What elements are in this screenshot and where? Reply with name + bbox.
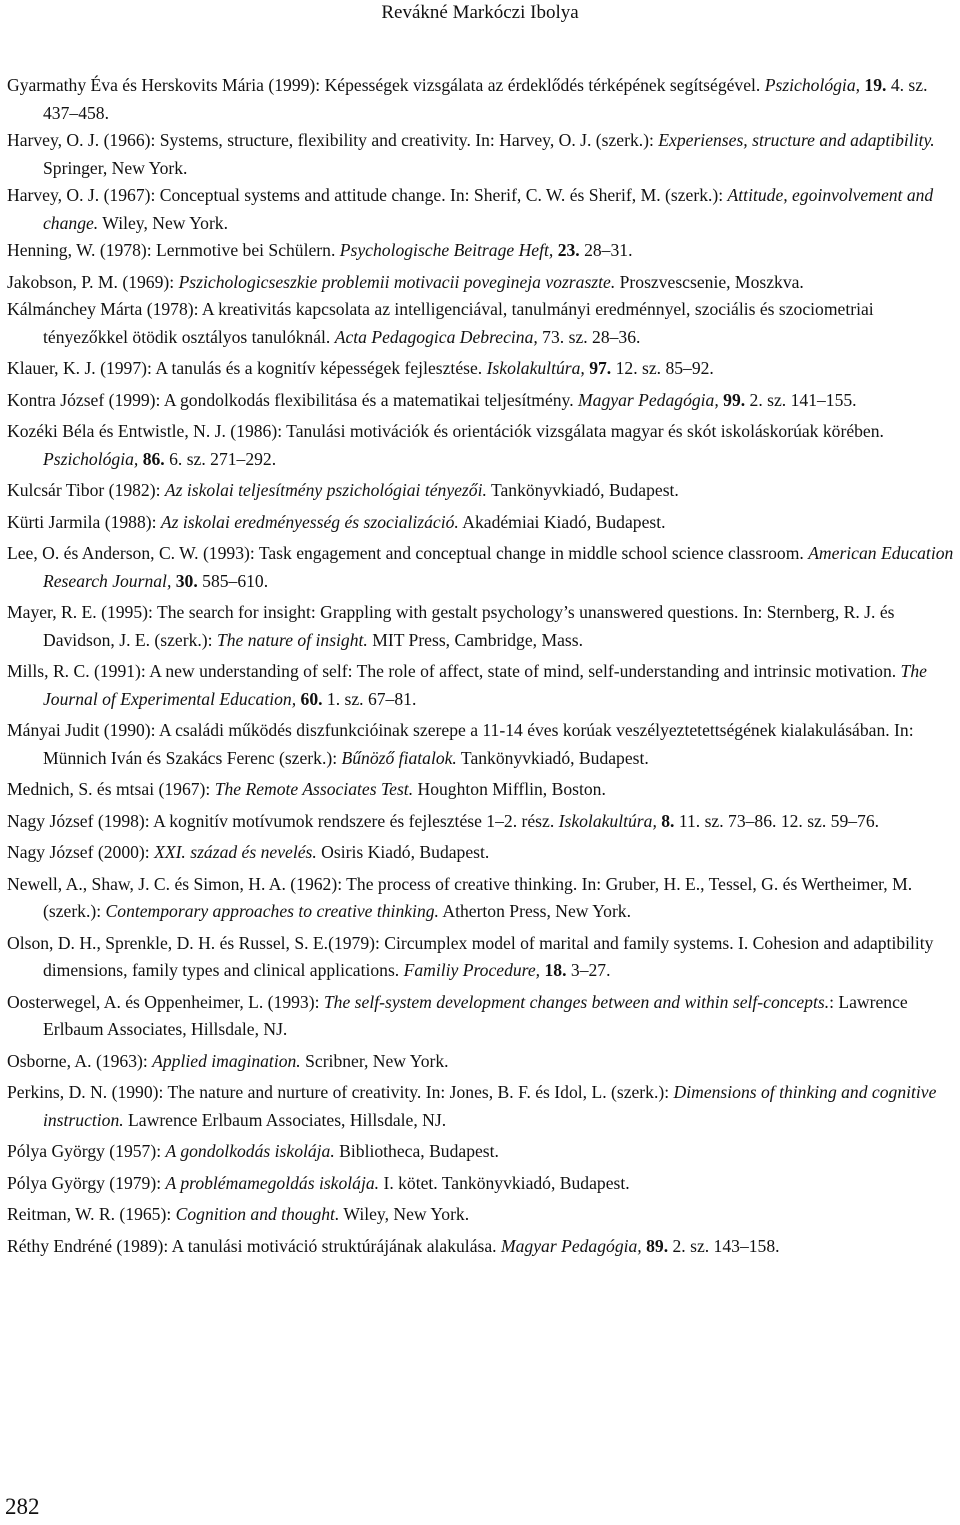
reference-text: Tankönyvkiadó, Budapest. — [456, 747, 649, 768]
reference-entry — [7, 1138, 955, 1166]
reference-entry — [7, 387, 955, 415]
reference-title: Cognition and thought. — [175, 1204, 340, 1224]
reference-text: Proszvescsenie, Moszkva. — [615, 271, 804, 292]
reference-text: Kálmánchey Márta (1978): A kreativitás kapcsolata az intelligenciával, tanulmányi eredménnyel, szociális és szociometriai tényezőkkel ötödik osztályos tanulóknál. — [7, 299, 874, 347]
reference-text: Perkins, D. N. (1990): The nature and nurture of creativity. In: Jones, B. F. és Idol, L. (szerk.): — [7, 1082, 674, 1102]
reference-text: Scribner, New York. — [300, 1050, 449, 1071]
reference-entry — [7, 1233, 955, 1261]
reference-entry — [7, 717, 955, 772]
reference-text: Olson, D. H., Sprenkle, D. H. és Russel, S. E.(1979): Circumplex model of marital and family systems. I. Cohesion and adaptibility dimensions, family types and clinical applications. — [7, 932, 934, 980]
reference-title: Experienses, structure and adaptibility. — [658, 130, 935, 150]
reference-entry — [7, 540, 955, 595]
reference-entry — [7, 839, 955, 867]
reference-text: Houghton Mifflin, Boston. — [413, 779, 606, 799]
reference-text: 28–31. — [579, 240, 633, 260]
reference-text: 3–27. — [566, 960, 611, 980]
page-number: 282 — [5, 1494, 40, 1519]
reference-title: Magyar Pedagógia, — [500, 1235, 642, 1256]
reference-entry — [7, 1079, 955, 1134]
reference-volume: 30. — [175, 570, 198, 591]
reference-title: The Journal of Experimental Education, — [43, 661, 927, 709]
reference-title: Attitude, egoinvolvement and change. — [43, 185, 934, 233]
reference-text: Pólya György (1979): — [7, 1172, 166, 1193]
reference-text: Springer, New York. — [43, 157, 188, 178]
reference-title: American Education Research Journal, — [43, 543, 954, 591]
reference-text: Harvey, O. J. (1966): Systems, structure, flexibility and creativity. In: Harvey, O. J. (szerk.): — [7, 130, 659, 150]
reference-text: 2. sz. 143–158. — [668, 1235, 780, 1256]
reference-title: A gondolkodás iskolája. — [165, 1141, 335, 1161]
reference-entry — [7, 989, 955, 1044]
reference-entry — [7, 127, 955, 182]
reference-text: Osiris Kiadó, Budapest. — [316, 842, 490, 862]
reference-text: Kulcsár Tibor (1982): — [7, 480, 165, 500]
reference-title: Az iskolai eredményesség és szocializáció. — [160, 511, 459, 532]
reference-text: Lawrence Erlbaum Associates, Hillsdale, NJ. — [123, 1109, 447, 1130]
reference-text: Oosterwegel, A. és Oppenheimer, L. (1993): — [7, 991, 324, 1012]
reference-title: Az iskolai teljesítmény pszichológiai tényezői. — [164, 480, 487, 500]
reference-text: 4. sz. 437–458. — [43, 75, 928, 123]
reference-volume: 60. — [300, 688, 323, 709]
reference-text: Wiley, New York. — [339, 1204, 470, 1224]
reference-entry — [7, 296, 955, 351]
reference-volume: 18. — [544, 960, 567, 980]
reference-entry — [7, 808, 955, 836]
reference-text: Mills, R. C. (1991): A new understanding of self: The role of affect, state of mind, self-understanding and intrinsic motivation. — [7, 661, 901, 681]
reference-text: 2. sz. 141–155. — [745, 389, 857, 410]
reference-text: Mayer, R. E. (1995): The search for insight: Grappling with gestalt psychology’s unanswered questions. In: Sternberg, R. J. és Davidson, J. E. (szerk.): — [7, 602, 895, 650]
reference-entry — [7, 182, 955, 237]
reference-text: Reitman, W. R. (1965): — [7, 1204, 176, 1224]
reference-text: Osborne, A. (1963): — [7, 1050, 153, 1071]
reference-entry — [7, 237, 955, 265]
reference-text: 585–610. — [197, 570, 269, 591]
reference-title: Magyar Pedagógia, — [578, 389, 719, 410]
reference-text: Lee, O. és Anderson, C. W. (1993): Task engagement and conceptual change in middle school science classroom. — [7, 543, 809, 563]
reference-text: Gyarmathy Éva és Herskovits Mária (1999): Képességek vizsgálata az érdeklődés térképének segítségével. — [7, 75, 765, 95]
reference-volume: 19. — [864, 75, 887, 95]
reference-title: XXI. század és nevelés. — [154, 842, 317, 862]
reference-entry — [7, 599, 955, 654]
reference-text: Kürti Jarmila (1988): — [7, 511, 161, 532]
reference-text: 11. sz. 73–86. 12. sz. 59–76. — [674, 810, 880, 831]
reference-title: Familiy Procedure, — [403, 960, 541, 980]
reference-title: Pszichológia, — [764, 75, 861, 95]
reference-volume: 23. — [557, 240, 580, 260]
reference-text: Kontra József (1999): A gondolkodás flexibilitása és a matematikai teljesítmény. — [7, 389, 579, 410]
reference-text: Réthy Endréné (1989): A tanulási motiváció struktúrájának alakulása. — [7, 1235, 501, 1256]
reference-title: Dimensions of thinking and cognitive instruction. — [43, 1082, 937, 1130]
reference-text: Akadémiai Kiadó, Budapest. — [458, 511, 666, 532]
reference-title: Iskolakultúra, — [558, 810, 657, 831]
reference-text: 12. sz. 85–92. — [611, 358, 714, 378]
reference-entry — [7, 418, 955, 473]
reference-list — [7, 72, 955, 1264]
reference-text: Wiley, New York. — [98, 212, 228, 233]
reference-entry — [7, 658, 955, 713]
reference-volume: 97. — [589, 358, 612, 378]
reference-text: Harvey, O. J. (1967): Conceptual systems and attitude change. In: Sherif, C. W. és Sherif, M. (szerk.): — [7, 185, 728, 205]
reference-entry — [7, 72, 955, 127]
reference-text: 73. sz. 28–36. — [537, 326, 641, 347]
reference-text: Kozéki Béla és Entwistle, N. J. (1986): Tanulási motivációk és orientációk vizsgálata magyar és skót iskoláskorúak körében. — [7, 421, 884, 441]
reference-volume: 86. — [142, 448, 165, 469]
reference-text: Atherton Press, New York. — [438, 901, 632, 921]
reference-title: Pszichológia, — [43, 448, 139, 469]
reference-entry — [7, 1201, 955, 1229]
reference-text: Nagy József (2000): — [7, 842, 155, 862]
reference-volume: 89. — [646, 1235, 669, 1256]
reference-entry — [7, 355, 955, 383]
reference-entry — [7, 269, 955, 297]
reference-title: Acta Pedagogica Debrecina, — [334, 326, 538, 347]
reference-title: Contemporary approaches to creative thinking. — [105, 901, 439, 921]
reference-text: Henning, W. (1978): Lernmotive bei Schülern. — [7, 240, 340, 260]
reference-volume: 99. — [723, 389, 746, 410]
reference-title: The nature of insight. — [216, 629, 368, 650]
running-head: Revákné Markóczi Ibolya — [381, 2, 579, 23]
reference-text: 1. sz. 67–81. — [322, 688, 417, 709]
reference-entry — [7, 1170, 955, 1198]
reference-text: Tankönyvkiadó, Budapest. — [486, 480, 679, 500]
reference-entry — [7, 871, 955, 926]
reference-title: Applied imagination. — [152, 1050, 301, 1071]
reference-entry — [7, 776, 955, 804]
reference-entry — [7, 1048, 955, 1076]
reference-text: Pólya György (1957): — [7, 1141, 166, 1161]
reference-text: 6. sz. 271–292. — [164, 448, 277, 469]
reference-text: Mányai Judit (1990): A családi működés diszfunkcióinak szerepe a 11-14 éves korúak veszélyeztetettségének kialakulásában. In: Münnich Iván és Szakács Ferenc (szerk.): — [7, 720, 914, 768]
reference-title: Pszichologicseszkie problemii motivacii povegineja vozraszte. — [178, 271, 616, 292]
reference-text: : Lawrence Erlbaum Associates, Hillsdale, NJ. — [43, 991, 908, 1039]
reference-title: Psychologische Beitrage Heft, — [339, 240, 554, 260]
reference-text: Mednich, S. és mtsai (1967): — [7, 779, 215, 799]
reference-title: The Remote Associates Test. — [214, 779, 414, 799]
reference-text: I. kötet. Tankönyvkiadó, Budapest. — [379, 1172, 630, 1193]
reference-text: Jakobson, P. M. (1969): — [7, 271, 179, 292]
reference-title: A problémamegoldás iskolája. — [165, 1172, 380, 1193]
reference-title: The self-system development changes between and within self-concepts. — [323, 991, 830, 1012]
reference-text: Klauer, K. J. (1997): A tanulás és a kognitív képességek fejlesztése. — [7, 358, 487, 378]
reference-volume: 8. — [661, 810, 675, 831]
reference-text: MIT Press, Cambridge, Mass. — [367, 629, 584, 650]
reference-entry — [7, 930, 955, 985]
reference-text: Bibliotheca, Budapest. — [334, 1141, 499, 1161]
reference-text: Newell, A., Shaw, J. C. és Simon, H. A. (1962): The process of creative thinking. In: Gruber, H. E., Tessel, G. és Wertheimer, M. (szerk.): — [7, 873, 913, 921]
reference-title: Iskolakultúra, — [486, 358, 585, 378]
reference-text: Nagy József (1998): A kognitív motívumok rendszere és fejlesztése 1–2. rész. — [7, 810, 559, 831]
reference-entry — [7, 509, 955, 537]
reference-title: Bűnöző fiatalok. — [341, 747, 457, 768]
reference-entry — [7, 477, 955, 505]
